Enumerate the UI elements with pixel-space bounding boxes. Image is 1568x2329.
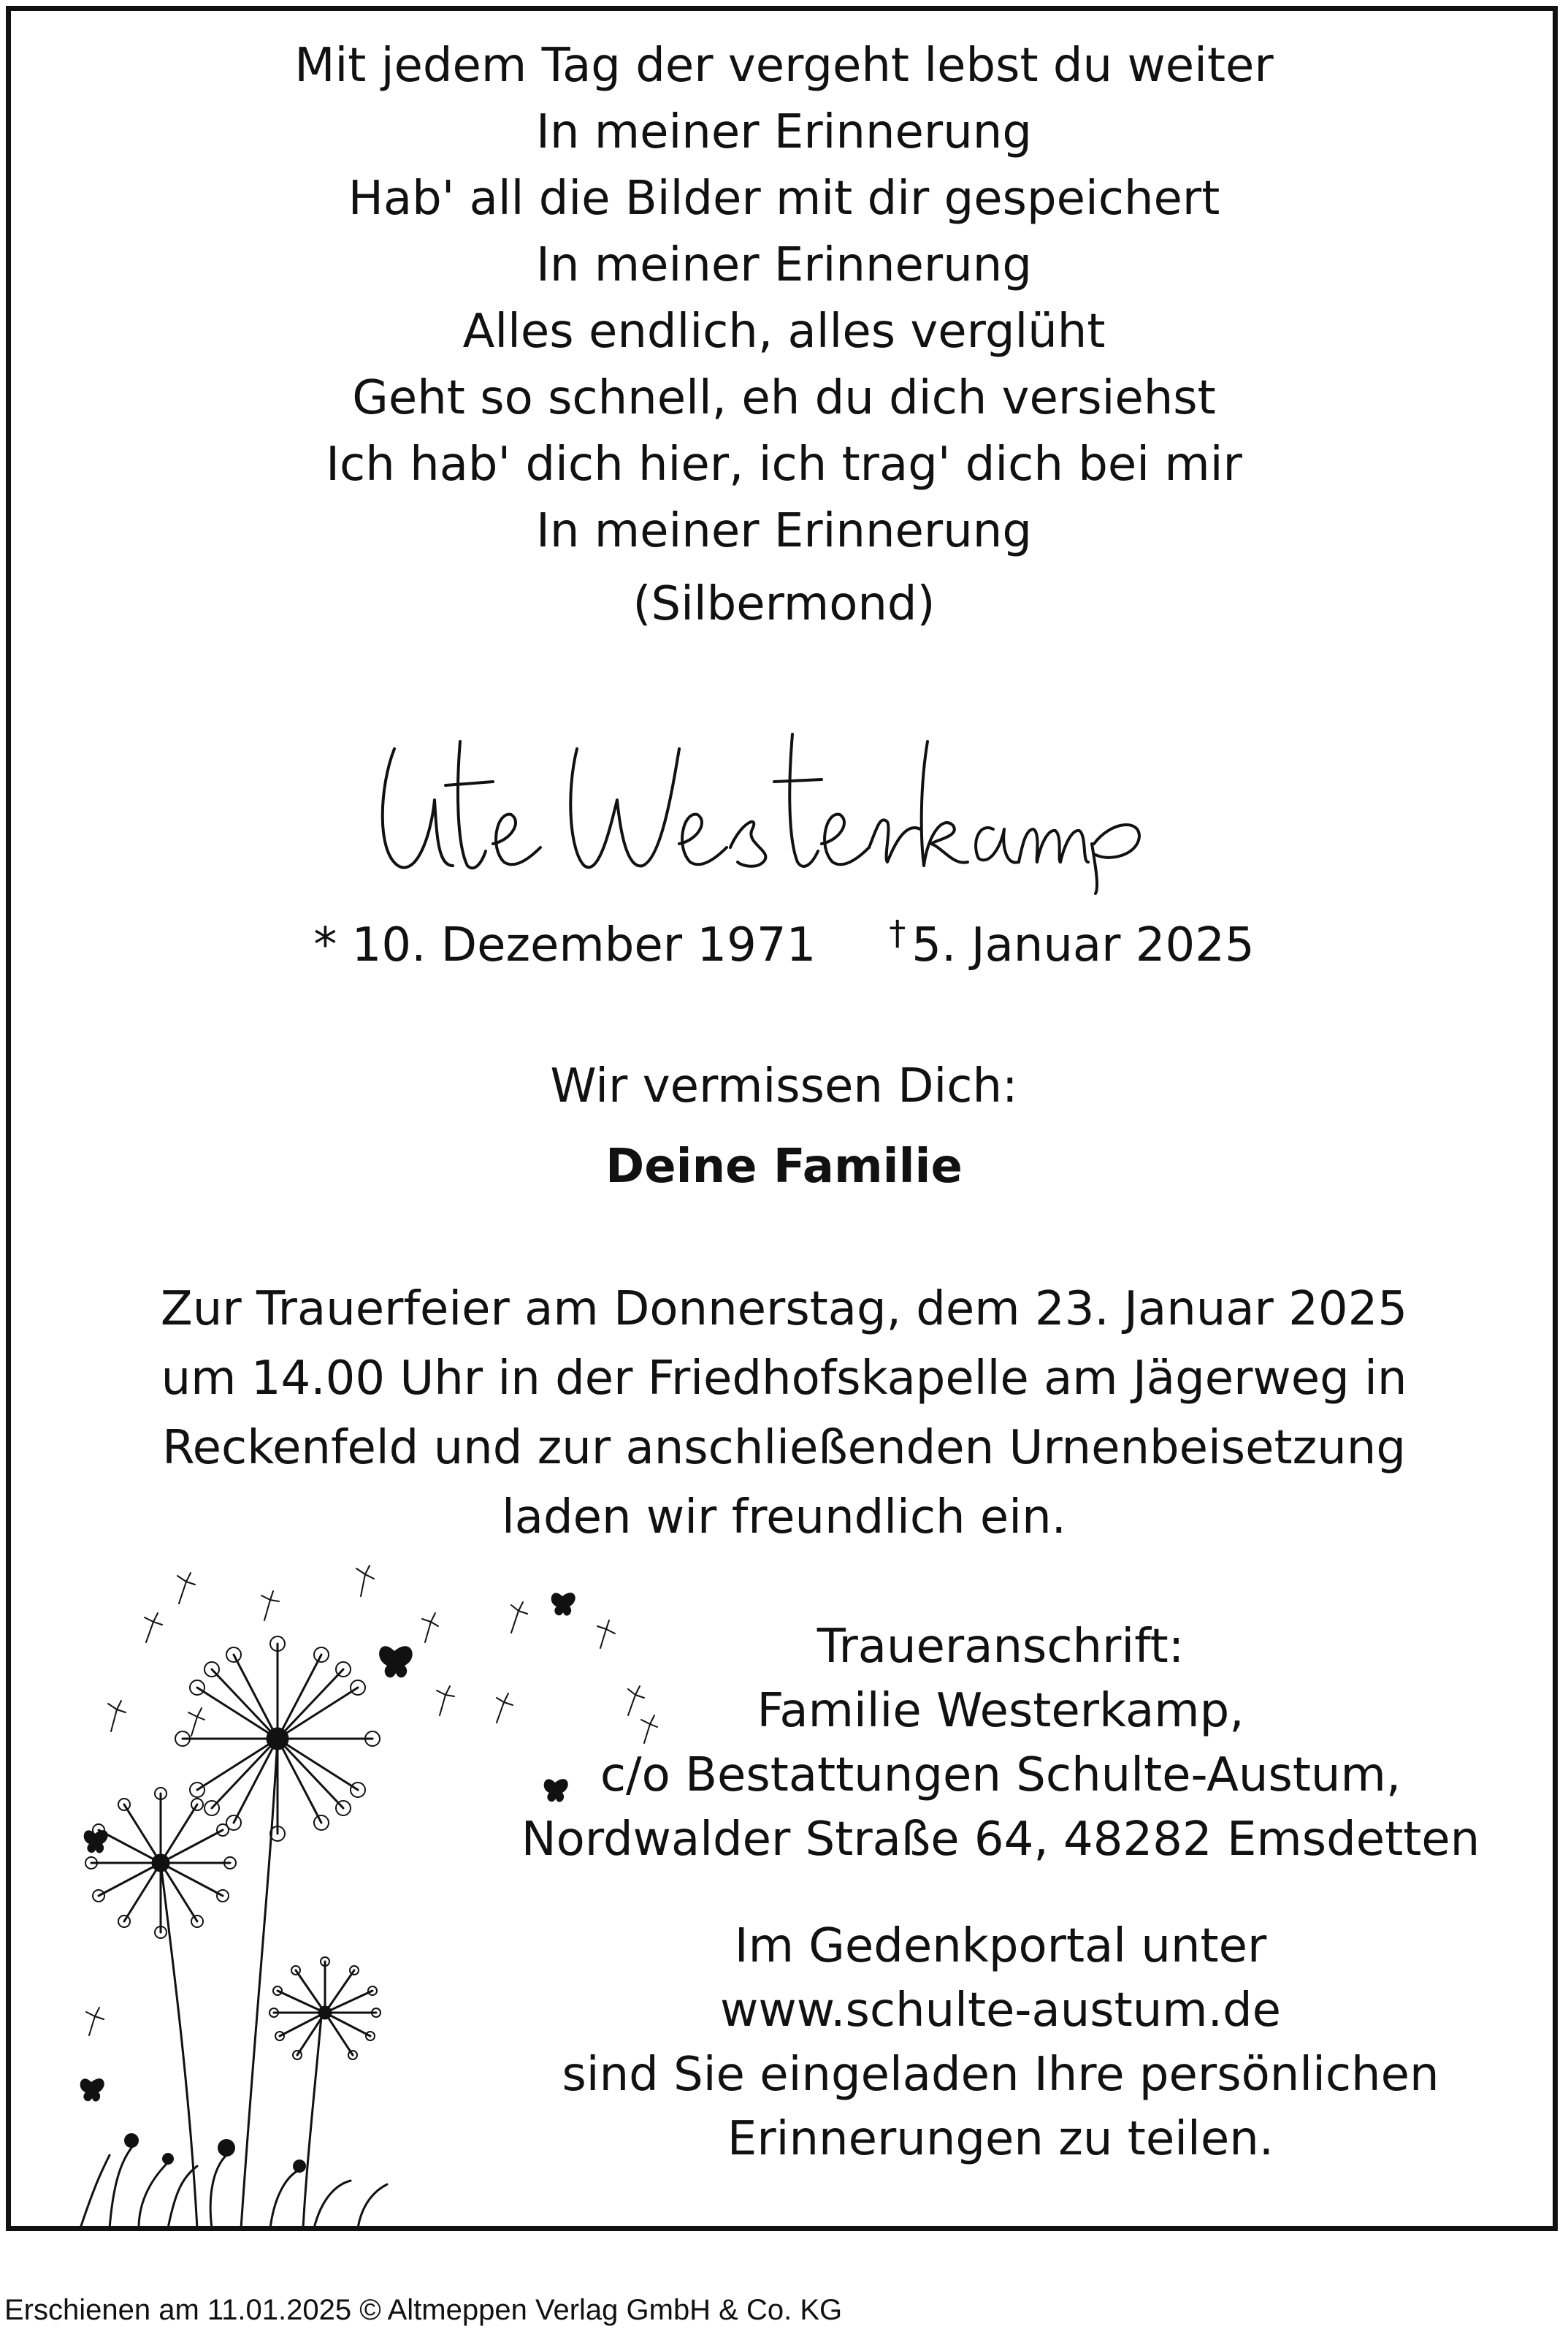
- poem-line: Hab' all die Bilder mit dir gespeichert: [348, 172, 1220, 226]
- poem-line: In meiner Erinnerung: [536, 504, 1032, 558]
- death-cross-symbol: †: [889, 913, 906, 953]
- poem-line: Geht so schnell, eh du dich versiehst: [352, 371, 1216, 425]
- poem-line: In meiner Erinnerung: [536, 238, 1032, 292]
- address-line: Familie Westerkamp,: [757, 1684, 1244, 1738]
- service-line: laden wir freundlich ein.: [502, 1490, 1066, 1544]
- portal-line: Im Gedenkportal unter: [734, 1919, 1267, 1973]
- address-line: Traueranschrift:: [816, 1620, 1185, 1674]
- death-date: 5. Januar 2025: [911, 918, 1255, 972]
- poem-line: In meiner Erinnerung: [536, 105, 1032, 159]
- poem: [0, 33, 1568, 565]
- portal-link[interactable]: www.schulte-austum.de: [720, 1983, 1281, 2038]
- message: Wir vermissen Dich:: [550, 1059, 1018, 1113]
- address-line: c/o Bestattungen Schulte-Austum,: [600, 1748, 1401, 1802]
- birth-date: * 10. Dezember 1971: [313, 918, 816, 972]
- handwritten-name-signature: [365, 720, 1190, 895]
- poem-source: (Silbermond): [632, 577, 936, 631]
- portal-line: Erinnerungen zu teilen.: [727, 2112, 1274, 2166]
- publication-footer: Erschienen am 11.01.2025 © Altmeppen Verlag GmbH & Co. KG: [4, 2294, 843, 2326]
- portal-line: sind Sie eingeladen Ihre persönlichen: [562, 2048, 1439, 2102]
- signature-family: Deine Familie: [605, 1140, 963, 1194]
- poem-line: Alles endlich, alles verglüht: [462, 305, 1106, 359]
- service-line: Zur Trauerfeier am Donnerstag, dem 23. Januar 2025: [160, 1282, 1408, 1336]
- life-dates: [0, 913, 1568, 972]
- service-line: um 14.00 Uhr in der Friedhofskapelle am Jägerweg in: [161, 1352, 1407, 1406]
- poem-line: Ich hab' dich hier, ich trag' dich bei mir: [326, 438, 1242, 492]
- memorial-portal-note: [504, 1914, 1497, 2171]
- poem-line: Mit jedem Tag der vergeht lebst du weiter: [294, 39, 1274, 93]
- address-line: Nordwalder Straße 64, 48282 Emsdetten: [521, 1812, 1480, 1867]
- mourning-address: [504, 1615, 1497, 1872]
- service-announcement: [0, 1275, 1568, 1552]
- service-line: Reckenfeld und zur anschließenden Urnenbeisetzung: [162, 1421, 1406, 1475]
